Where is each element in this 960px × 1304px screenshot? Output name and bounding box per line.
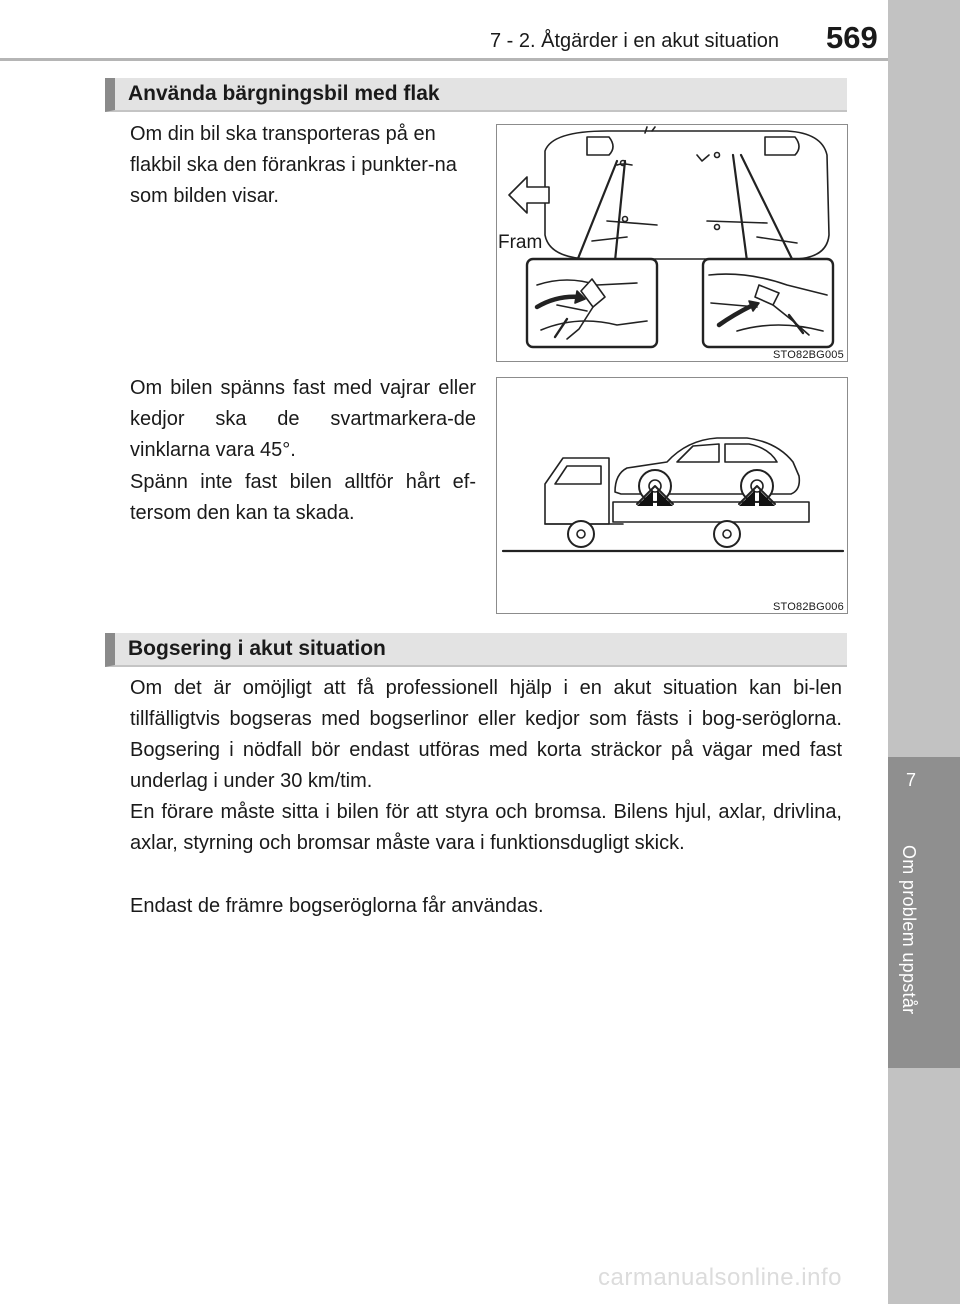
header-rule — [0, 58, 888, 61]
paragraph-tension-warning: Spänn inte fast bilen alltför hårt ef-tersom den kan ta skada. — [130, 471, 476, 524]
chapter-title: Om problem uppstår — [899, 845, 919, 1015]
figure-tie-down-points — [496, 124, 848, 362]
section-heading-emergency-towing: Bogsering i akut situation — [105, 633, 847, 667]
chapter-sidebar — [888, 0, 960, 1304]
page-number: 569 — [826, 20, 878, 55]
section-heading-flatbed: Använda bärgningsbil med flak — [105, 78, 847, 112]
chapter-number: 7 — [905, 770, 916, 790]
paragraph-emergency-towing: Om det är omöjligt att få professionell hjälp i en akut situation kan bi-len tillfälligtvis bogseras med bogserlinor eller kedjor som fästs i bog-seröglorna. Bogsering i nödfall bör endast utföras med korta sträckor på vägar med fast underlag i under 30 km/tim. — [130, 677, 842, 792]
watermark: carmanualsonline.info — [598, 1264, 842, 1291]
figure-code: STO82BG005 — [773, 349, 844, 361]
figure-code: STO82BG006 — [773, 601, 844, 613]
running-header-section: 7 - 2. Åtgärder i en akut situation — [490, 30, 780, 52]
paragraph-driver-requirements: En förare måste sitta i bilen för att styra och bromsa. Bilens hjul, axlar, drivlina, axlar, styrning och bromsar måste vara i funktionsdugligt skick. — [130, 801, 842, 854]
paragraph-flatbed-anchor: Om din bil ska transporteras på en flakbil ska den förankras i punkter-na som bilden visar. — [130, 123, 457, 207]
front-label: Fram — [498, 232, 543, 253]
paragraph-cable-angle: Om bilen spänns fast med vajrar eller kedjor ska de svartmarkera-de vinklarna vara 45°. — [130, 377, 476, 461]
tie-down-illustration — [497, 125, 847, 361]
flatbed-truck-illustration — [497, 378, 847, 613]
paragraph-front-eyelets: Endast de främre bogseröglorna får användas. — [130, 895, 544, 917]
figure-flatbed-truck — [496, 377, 848, 614]
